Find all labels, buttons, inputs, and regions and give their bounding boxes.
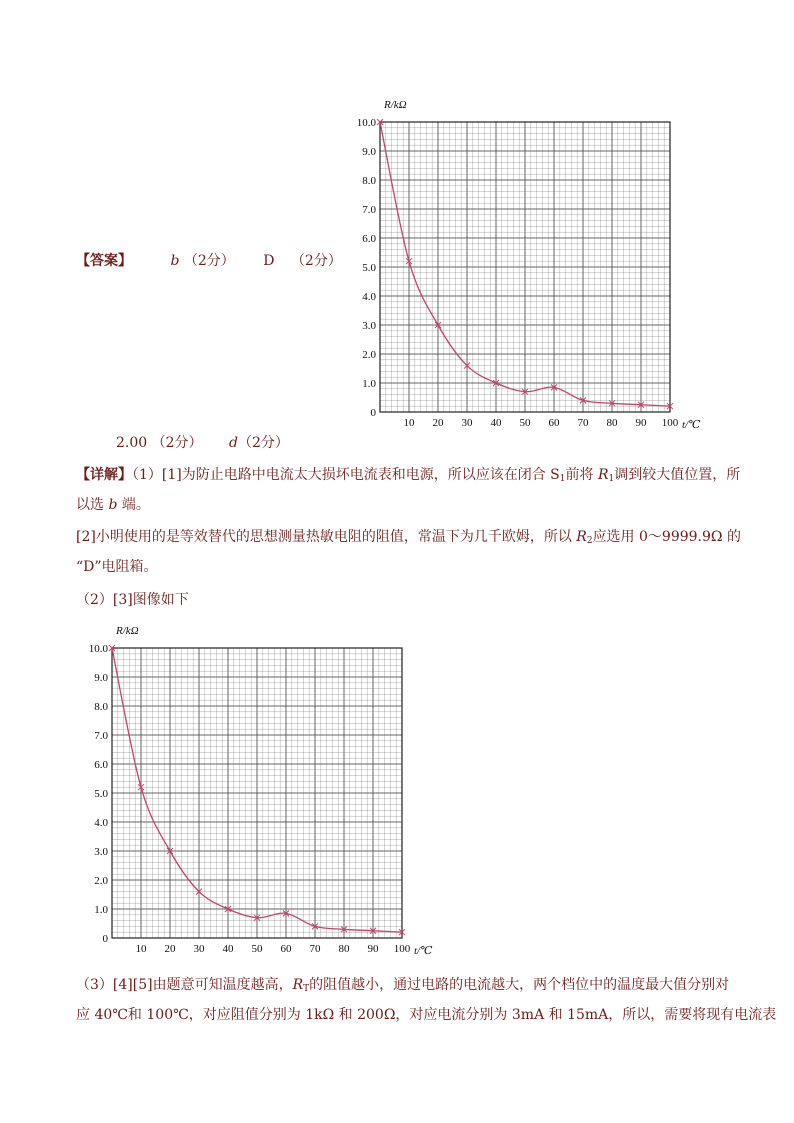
- detail-p1-a: （1）[1]为防止电路中电流太大损坏电流表和电源，所以应该在闭合 S: [132, 467, 560, 483]
- y-tick-label: 2.0: [362, 349, 376, 361]
- y-tick-label: 6.0: [362, 233, 376, 245]
- x-tick-label: 90: [367, 943, 379, 955]
- x-tick-label: 90: [635, 417, 647, 429]
- detail-p1-s-sub: 1: [559, 474, 566, 484]
- x-axis-label: t/℃: [682, 419, 701, 431]
- answer-d2-letter: d: [229, 435, 238, 451]
- x-tick-label: 20: [164, 943, 176, 955]
- y-tick-label: 3.0: [94, 846, 108, 858]
- y-tick-label: 1.0: [94, 904, 108, 916]
- x-axis-label: t/℃: [414, 945, 433, 957]
- y-tick-label: 7.0: [94, 730, 108, 742]
- detail-p2-r-sub: 2: [586, 536, 593, 546]
- y-tick-label: 5.0: [94, 788, 108, 800]
- y-tick-label: 4.0: [362, 291, 376, 303]
- detail-p4-line2: 应 40℃和 100℃，对应阻值分别为 1kΩ 和 200Ω，对应电流分别为 3mA 和 15mA，所以，需要将现有电流表: [76, 1007, 777, 1023]
- detail-p1-r: R: [597, 467, 609, 483]
- x-tick-label: 10: [135, 943, 147, 955]
- x-tick-label: 100: [661, 417, 679, 429]
- x-tick-label: 70: [577, 417, 589, 429]
- y-tick-label: 5.0: [362, 262, 376, 274]
- answer-second-line: [116, 433, 289, 453]
- answer-d-letter: D: [263, 253, 275, 269]
- detail-p1-c: 调到较大值位置，所: [614, 467, 741, 483]
- y-tick-label: 9.0: [94, 672, 108, 684]
- detail-paragraph-1-line-2: [76, 495, 150, 515]
- detail-p2-r: R: [576, 529, 587, 545]
- y-tick-label: 6.0: [94, 759, 108, 771]
- x-tick-label: 40: [490, 417, 502, 429]
- x-tick-label: 50: [251, 943, 263, 955]
- detail-p2-b: 应选用 0～9999.9Ω 的: [592, 529, 741, 545]
- answer-b-letter: b: [170, 253, 180, 269]
- detail-p2-line2: “D”电阻箱。: [76, 559, 158, 575]
- x-tick-label: 50: [519, 417, 531, 429]
- answer-b-score: （2分）: [183, 253, 235, 269]
- detail-p2-a: [2]小明使用的是等效替代的思想测量热敏电阻的阻值，常温下为几千欧姆，所以: [76, 529, 577, 545]
- detail-paragraph-4-line-2: [76, 1005, 776, 1025]
- detail-paragraph-3: [76, 590, 189, 610]
- y-tick-label: 3.0: [362, 320, 376, 332]
- y-tick-label: 4.0: [94, 817, 108, 829]
- x-tick-label: 60: [548, 417, 560, 429]
- answer-value-200: 2.00: [116, 435, 148, 451]
- x-tick-label: 70: [309, 943, 321, 955]
- x-tick-label: 60: [280, 943, 292, 955]
- detail-paragraph-2: [76, 527, 741, 551]
- y-tick-label: 9.0: [362, 146, 376, 158]
- x-tick-label: 40: [222, 943, 234, 955]
- detail-p4-r-sub: T: [303, 984, 310, 994]
- y-tick-label: 8.0: [362, 175, 376, 187]
- y-tick-label: 10.0: [356, 117, 376, 129]
- detail-p4-b: 的阻值越小，通过电路的电流越大，两个档位中的温度最大值分别对: [309, 977, 730, 993]
- detail-p1-line2-b: b: [108, 497, 118, 513]
- detail-label: 【详解】: [76, 467, 132, 483]
- x-tick-label: 20: [432, 417, 444, 429]
- detail-p1-line2-a: 以选: [76, 497, 109, 513]
- y-tick-label: 0: [370, 407, 376, 419]
- x-tick-label: 100: [393, 943, 411, 955]
- answer-d2-score: （2分）: [237, 435, 289, 451]
- answer-line: [76, 251, 342, 271]
- x-tick-label: 80: [338, 943, 350, 955]
- detail-paragraph-1: [76, 465, 740, 489]
- detail-p4-a: （3）[4][5]由题意可知温度越高，: [76, 977, 293, 993]
- x-tick-label: 10: [403, 417, 415, 429]
- y-axis-label: R/kΩ: [116, 625, 139, 637]
- detail-p1-line2-c: 端。: [117, 497, 150, 513]
- y-tick-label: 0: [102, 933, 108, 945]
- x-tick-label: 30: [193, 943, 205, 955]
- detail-p1-b: 前将: [565, 467, 598, 483]
- answer-label: 【答案】: [76, 253, 132, 269]
- y-tick-label: 1.0: [362, 378, 376, 390]
- detail-p4-r: R: [292, 977, 304, 993]
- y-tick-label: 2.0: [94, 875, 108, 887]
- detail-p1-r-sub: 1: [608, 474, 615, 484]
- x-tick-label: 80: [606, 417, 618, 429]
- y-tick-label: 8.0: [94, 701, 108, 713]
- y-axis-label: R/kΩ: [384, 99, 407, 111]
- y-tick-label: 10.0: [88, 643, 108, 655]
- y-tick-label: 7.0: [362, 204, 376, 216]
- detail-paragraph-2-line-2: [76, 557, 158, 577]
- answer-d-score: （2分）: [290, 253, 342, 269]
- detail-paragraph-4: [76, 975, 729, 999]
- detail-p3: （2）[3]图像如下: [76, 592, 189, 608]
- x-tick-label: 30: [461, 417, 473, 429]
- chart-2: [62, 614, 442, 960]
- chart-1: [330, 88, 710, 434]
- answer-value-200-score: （2分）: [151, 435, 203, 451]
